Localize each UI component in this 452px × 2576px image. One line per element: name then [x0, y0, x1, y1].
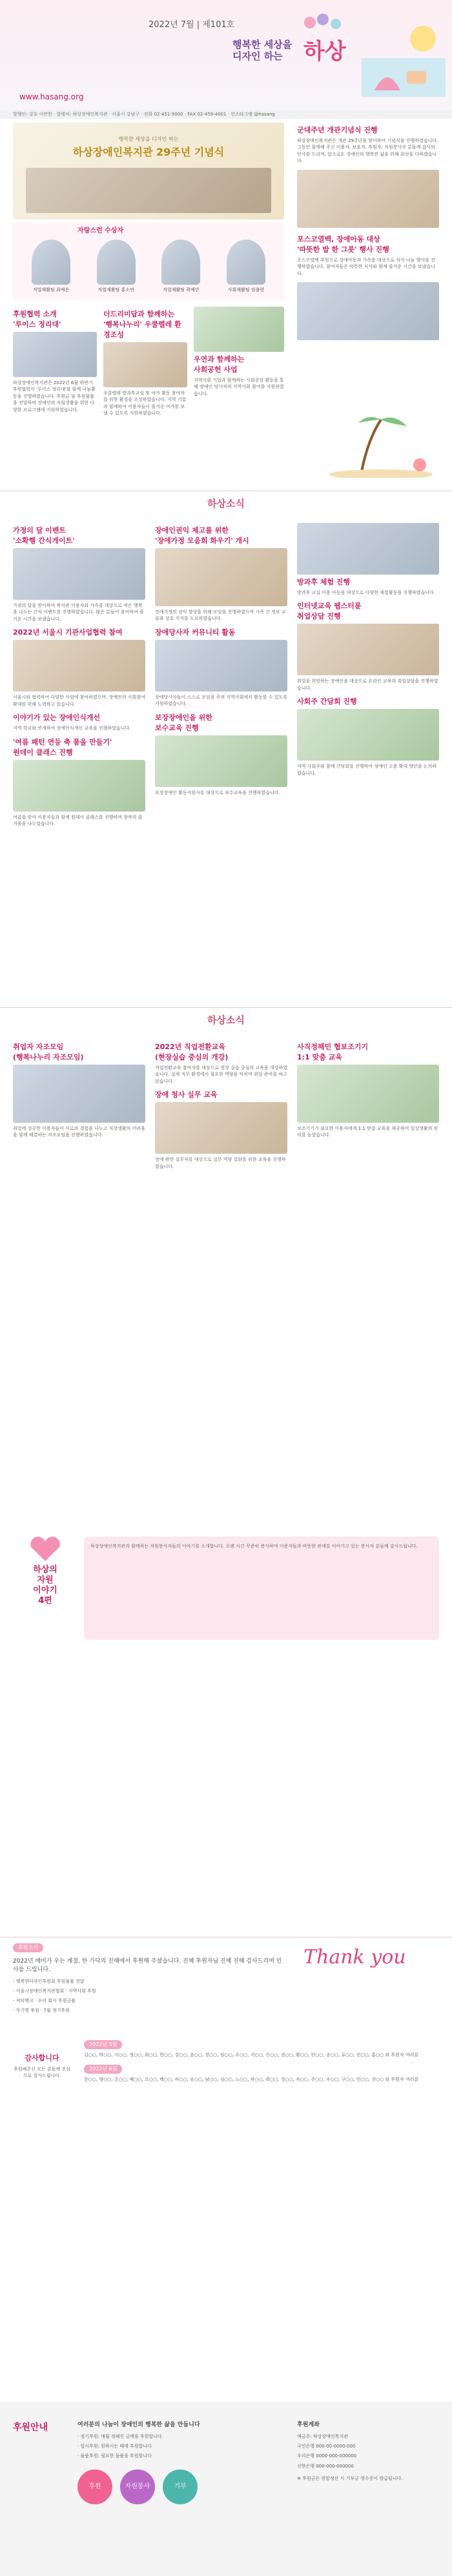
donor-list-title: 2022년 5월: [84, 2040, 122, 2049]
article-photo: [297, 709, 439, 761]
beach-illustration: [362, 19, 446, 97]
gift-icon[interactable]: 기부: [163, 2469, 198, 2504]
article-title: 취업자 자조모임 (행복나누리 자조모임): [13, 1043, 84, 1061]
article-body: 가정의 달을 맞이하여 복지관 이용자와 가족을 대상으로 작은 행복을 나누는 간식 이벤트를 진행하였습니다. 많은 분들이 참여하여 즐거운 시간을 보냈습니다.: [13, 602, 144, 622]
article-photo: [155, 640, 287, 691]
thanks-side: [13, 2053, 71, 2080]
article-title: 인터넷교육 웹스터륜 취업상담 진행: [297, 602, 362, 621]
donation-item: - 무기명 후원 · 7월 정기후원: [13, 2008, 70, 2014]
article-title: 더드리미답과 함께하는 '행복나누리' 우쿨렐레 환경조성: [103, 310, 181, 339]
article-ukulele: [103, 307, 187, 417]
issue-info: 2022년 7월 | 제101호: [149, 20, 235, 30]
thanks-side-title: 감사합니다: [25, 2054, 59, 2062]
article-title: 후원협력 소개 '루이스 정리대': [13, 310, 61, 329]
account-line: 국민은행 000-00-0000-000: [297, 2444, 356, 2449]
award-person: [22, 240, 80, 293]
article-body: 장애 관련 실무자를 대상으로 실무 역량 강화를 위한 교육을 진행하였습니다.: [155, 1157, 286, 1169]
award-person-name: 사회재활팀 임출현: [227, 287, 265, 292]
article-photo: [297, 170, 439, 228]
awards-title: 자랑스런 수상자: [77, 227, 124, 234]
article-photo: [194, 307, 284, 352]
article-body: 방과후 교실 이용 아동을 대상으로 다양한 체험활동을 진행하였습니다.: [297, 589, 435, 595]
article-body: 지역 사회주와 함께 간담회를 진행하여 장애인 고용 확대 방안을 논의하였습니다.: [297, 764, 437, 776]
banner-small-text: 행복한 세상을 디자인 하는: [118, 136, 179, 142]
news1-col-1: [13, 523, 145, 828]
footer-left: [77, 2421, 284, 2504]
thank-you-text: Thank you: [303, 1946, 406, 1968]
article-title: 군대주년 개관기념식 진행: [297, 126, 378, 134]
article-body: 우쿨렐레 방과후교실 및 여가 활동 참여자를 위한 환경을 조성하였습니다. 지역 기업과 함께하여 이용자들이 즐거운 여가를 보낼 수 있도록 지원하였습니다.: [103, 390, 187, 416]
donate-icon[interactable]: 후원: [77, 2469, 112, 2504]
donation-intro-text: 2022년 매미가 우는 계절, 한 가닥의 진혜에서 후원해 주셨습니다. 진혜 후원자님 진혜 진혜 감사드리며 인사를 드립니다.: [13, 1958, 282, 1973]
news1-col-2: [155, 523, 287, 796]
article-csr: [194, 307, 284, 397]
portrait-photo: [32, 240, 70, 285]
awards-panel: [13, 223, 284, 300]
article-title: 장애인권익 제고를 위한 '장애가정 모음회 화우기' 개시: [155, 526, 249, 545]
thanks-side-body: 후원해주신 모든 분들께 진심으로 감사드립니다.: [14, 2066, 70, 2079]
donor-list-title: 2022년 6월: [84, 2065, 122, 2074]
balloons-icon: [303, 13, 342, 32]
masthead: [0, 0, 452, 110]
article-body: 취업에 성공한 이용자들이 서로의 경험을 나누고 직장생활의 어려움을 함께 해결하는 자조모임을 진행하였습니다.: [13, 1125, 145, 1138]
award-person-name: 직업재활팀 곽예린: [163, 287, 200, 292]
account-line: 예금주: 하상장애인복지관: [297, 2434, 348, 2440]
footer-line: · 정기후원: 매월 정해진 금액을 후원합니다: [77, 2434, 162, 2440]
volunteer-story-body: [84, 1537, 439, 1640]
news2-col-1: [13, 1039, 145, 1139]
award-person-name: 직업재활팀 홍소연: [98, 287, 134, 292]
news2-col-2: [155, 1039, 287, 1170]
story-text: 하상장애인복지관과 함께하는 자원봉사자들의 이야기를 소개합니다. 오랜 시간 꾸준히 봉사하며 이용자들과 따뜻한 관계를 이어가고 있는 봉사자 분들께 감사드립니다.: [90, 1544, 418, 1549]
donor-list-body: 문○○, 양○○, 손○○, 배○○, 조○○, 백○○, 허○○, 유○○, 남○○, 심○○, 노○○, 하○○, 곽○○, 성○○, 차○○, 주○○, 우○○, 구○○, 민○○, 진○○ 외 후원자 여러분: [84, 2076, 419, 2082]
news1-col-3: [297, 523, 439, 777]
award-people-row: [22, 240, 275, 293]
article-photo: [13, 548, 145, 600]
article-title: 우연과 함께하는 사회공헌 사업: [194, 355, 245, 374]
donation-intro: [13, 1943, 284, 2017]
award-person: [217, 240, 275, 293]
news2-col-3: [297, 1039, 439, 1139]
footer-line: · 일시후원: 원하시는 때에 후원합니다: [77, 2444, 152, 2449]
article-title: 가정의 달 이벤트 '소확행 간식게이트': [13, 526, 75, 545]
article-photo: [13, 640, 145, 691]
article-body: 보장장애인 활동지원사를 대상으로 보수교육을 진행하였습니다.: [155, 790, 280, 795]
article-photo: [297, 624, 439, 675]
article-title: 2022년 직업전환교육 (현장실습 중심의 개강): [155, 1043, 229, 1061]
article-title: 포스코열백, 장애아동 대상 '따뜻한 밥 한 그릇' 행사 진행: [297, 234, 389, 254]
footer-line: · 물품후원: 필요한 물품을 후원합니다: [77, 2453, 152, 2459]
article-photo: [13, 332, 97, 377]
article-photo: [155, 1102, 287, 1154]
article-title: 장애 청사 실무 교육: [155, 1090, 218, 1099]
beach-decoration: [323, 413, 439, 478]
donor-lists: [84, 2040, 439, 2083]
account-info: [297, 2421, 439, 2482]
footer-subtitle: 여러분의 나눔이 장애인의 행복한 삶을 만듭니다: [77, 2422, 200, 2428]
story-title: 하상의 자원 이야기 4편: [33, 1564, 57, 1606]
ceremony-photo: [26, 168, 271, 213]
article-body: 장애가정의 권익 향상을 위해 모임을 진행하였으며 가족 간 정보 교류와 상호 지지를 도모하였습니다.: [155, 609, 286, 622]
article-body: 보조기기가 필요한 이용자에게 1:1 맞춤 교육을 제공하여 일상생활의 편의를 높였습니다.: [297, 1125, 438, 1138]
article-body: 장애당사자들이 스스로 모임을 꾸려 지역사회에서 활동할 수 있도록 지원하였습니다.: [155, 694, 287, 707]
article-body: 포스코열백 후원으로 장애아동과 가족을 대상으로 식사 나눔 행사를 진행하였습니다. 참여자들은 따뜻한 식사와 함께 즐거운 시간을 보냈습니다.: [297, 257, 435, 276]
news-band-2: 하상소식: [207, 1014, 245, 1026]
article-title: 장애당사자 커뮤니티 활동: [155, 628, 236, 637]
banner-title: 하상장애인복지관 29주년 기념식: [72, 146, 225, 158]
donor-list-body: 김○○, 박○○, 이○○, 정○○, 최○○, 한○○, 강○○, 윤○○, 장○○, 임○○, 오○○, 서○○, 신○○, 권○○, 황○○, 안○○, 송○○, 류○○, 전○○, 홍○○ 외 후원자 여러분: [84, 2052, 419, 2058]
donation-tag: 후원소식: [13, 1943, 43, 1952]
slogan-line-2: 디자인 하는: [232, 50, 283, 62]
article-title: 보장장애인을 위한 보수교육 진행: [155, 713, 212, 732]
article-body: 하상장애인복지관은 개관 29주년을 맞이하여 기념식을 진행하였습니다. 그동안 함께해 주신 이용자, 보호자, 후원자, 자원봉사자 분들께 감사의 인사를 드리며, 앞으로도 장애인의 행복한 삶을 위해 최선을 다하겠습니다.: [297, 138, 438, 164]
portrait-photo: [227, 240, 265, 285]
footer-icons: [77, 2469, 284, 2504]
donation-item: - 서울시장애인복지관협회 · 지역사회 후원: [13, 1988, 96, 1994]
article-louis: [13, 307, 97, 413]
footer-title: 후원안내: [13, 2422, 48, 2433]
thank-you-graphic: [303, 1943, 439, 2001]
donation-item: - 행복한디자인후원회 후원물품 전달: [13, 1978, 85, 1984]
article-photo: [297, 282, 439, 340]
article-photo: [13, 760, 145, 812]
publisher-info-bar: 발행인: 강호 이안한 · 발행처: 하상장애인복지관 · 서울시 강남구 · 전화 02-451-9000 · FAX 02-459-4001 · 인스타그램 @hasang: [0, 110, 452, 119]
article-body: 지역 학교와 연계하여 장애인식개선 교육을 진행하였습니다.: [13, 726, 131, 731]
article-body: 여름을 맞아 이용자들과 함께 원데이 클래스를 진행하며 창작의 즐거움을 나누었습니다.: [13, 814, 143, 827]
portrait-photo: [97, 240, 136, 285]
award-person: [87, 240, 145, 293]
donation-item: - 씨티뱅크 · 우리 회사 후원금품: [13, 1998, 76, 2004]
donation-guide-footer: [0, 2402, 452, 2576]
article-photo: [13, 1065, 145, 1123]
article-body: 서울시와 협력하여 다양한 사업에 참여하였으며, 장애인의 사회참여 확대를 위해 노력하고 있습니다.: [13, 695, 145, 707]
article-photo: [155, 548, 287, 606]
award-person-name: 직업재활팀 최예은: [32, 287, 70, 292]
portrait-photo: [161, 240, 200, 285]
article-photo: [155, 735, 287, 787]
article-title: 사회주 간담회 진행: [297, 697, 357, 706]
site-url[interactable]: www.hasang.org: [19, 92, 84, 101]
article-body: 지역사회 기업과 함께하는 사회공헌 활동을 통해 장애인 당사자의 지역사회 참여를 지원하였습니다.: [194, 377, 284, 396]
account-line: 신한은행 000-000-000000: [297, 2463, 354, 2469]
anniversary-banner: [13, 123, 284, 220]
account-line: 우리은행 0000-000-000000: [297, 2453, 357, 2459]
volunteer-icon[interactable]: 자원봉사: [120, 2469, 155, 2504]
article-title: 사직정해민 협보조기기 1:1 맞춤 교육: [297, 1043, 369, 1061]
article-title: 방과후 체험 진행: [297, 578, 351, 586]
article-body: 직업전환교육 참여자를 대상으로 현장 실습 중심의 교육을 개강하였습니다. 실제 직무 환경에서 필요한 역량을 익히며 취업 준비를 하고 있습니다.: [155, 1065, 287, 1084]
section-divider: [0, 1007, 452, 1008]
slogan: [232, 39, 292, 62]
article-photo: [103, 342, 187, 387]
article-title: 2022년 서울시 기관사업협력 참여: [13, 628, 123, 637]
heart-balloon-icon: [26, 1537, 65, 1562]
article-title: '여름 패턴 연등 축 품을 만들기' 원데이 클래스 진행: [13, 737, 112, 757]
article-photo: [297, 523, 439, 575]
article-anniversary: [297, 123, 439, 340]
award-person: [152, 240, 210, 293]
footer-notice: ※ 후원금은 연말정산 시 기부금 영수증이 발급됩니다.: [297, 2475, 403, 2481]
account-title: 후원계좌: [297, 2422, 320, 2428]
article-body: 취업을 희망하는 장애인을 대상으로 온라인 교육과 취업상담을 진행하였습니다.: [297, 679, 438, 691]
article-photo: [297, 1065, 439, 1123]
article-body: 하상장애인복지관은 2022년 6월 하반기 후원협력사 '루이스 정리대'와 함께 나눔활동을 진행하였습니다. 후원금 및 후원물품을 전달하며 장애인의 자립생활을 위한 다양한 프로그램에 지원하였습니다.: [13, 380, 96, 413]
news-band-1: 하상소식: [207, 498, 245, 509]
article-title: 이야기가 있는 장애인식개선: [13, 713, 101, 722]
slogan-line-1: 행복한 세상을: [232, 39, 293, 50]
brand-logo: 하상: [303, 39, 346, 65]
story-box: [84, 1537, 439, 1640]
volunteer-story-heading: [13, 1537, 77, 1607]
